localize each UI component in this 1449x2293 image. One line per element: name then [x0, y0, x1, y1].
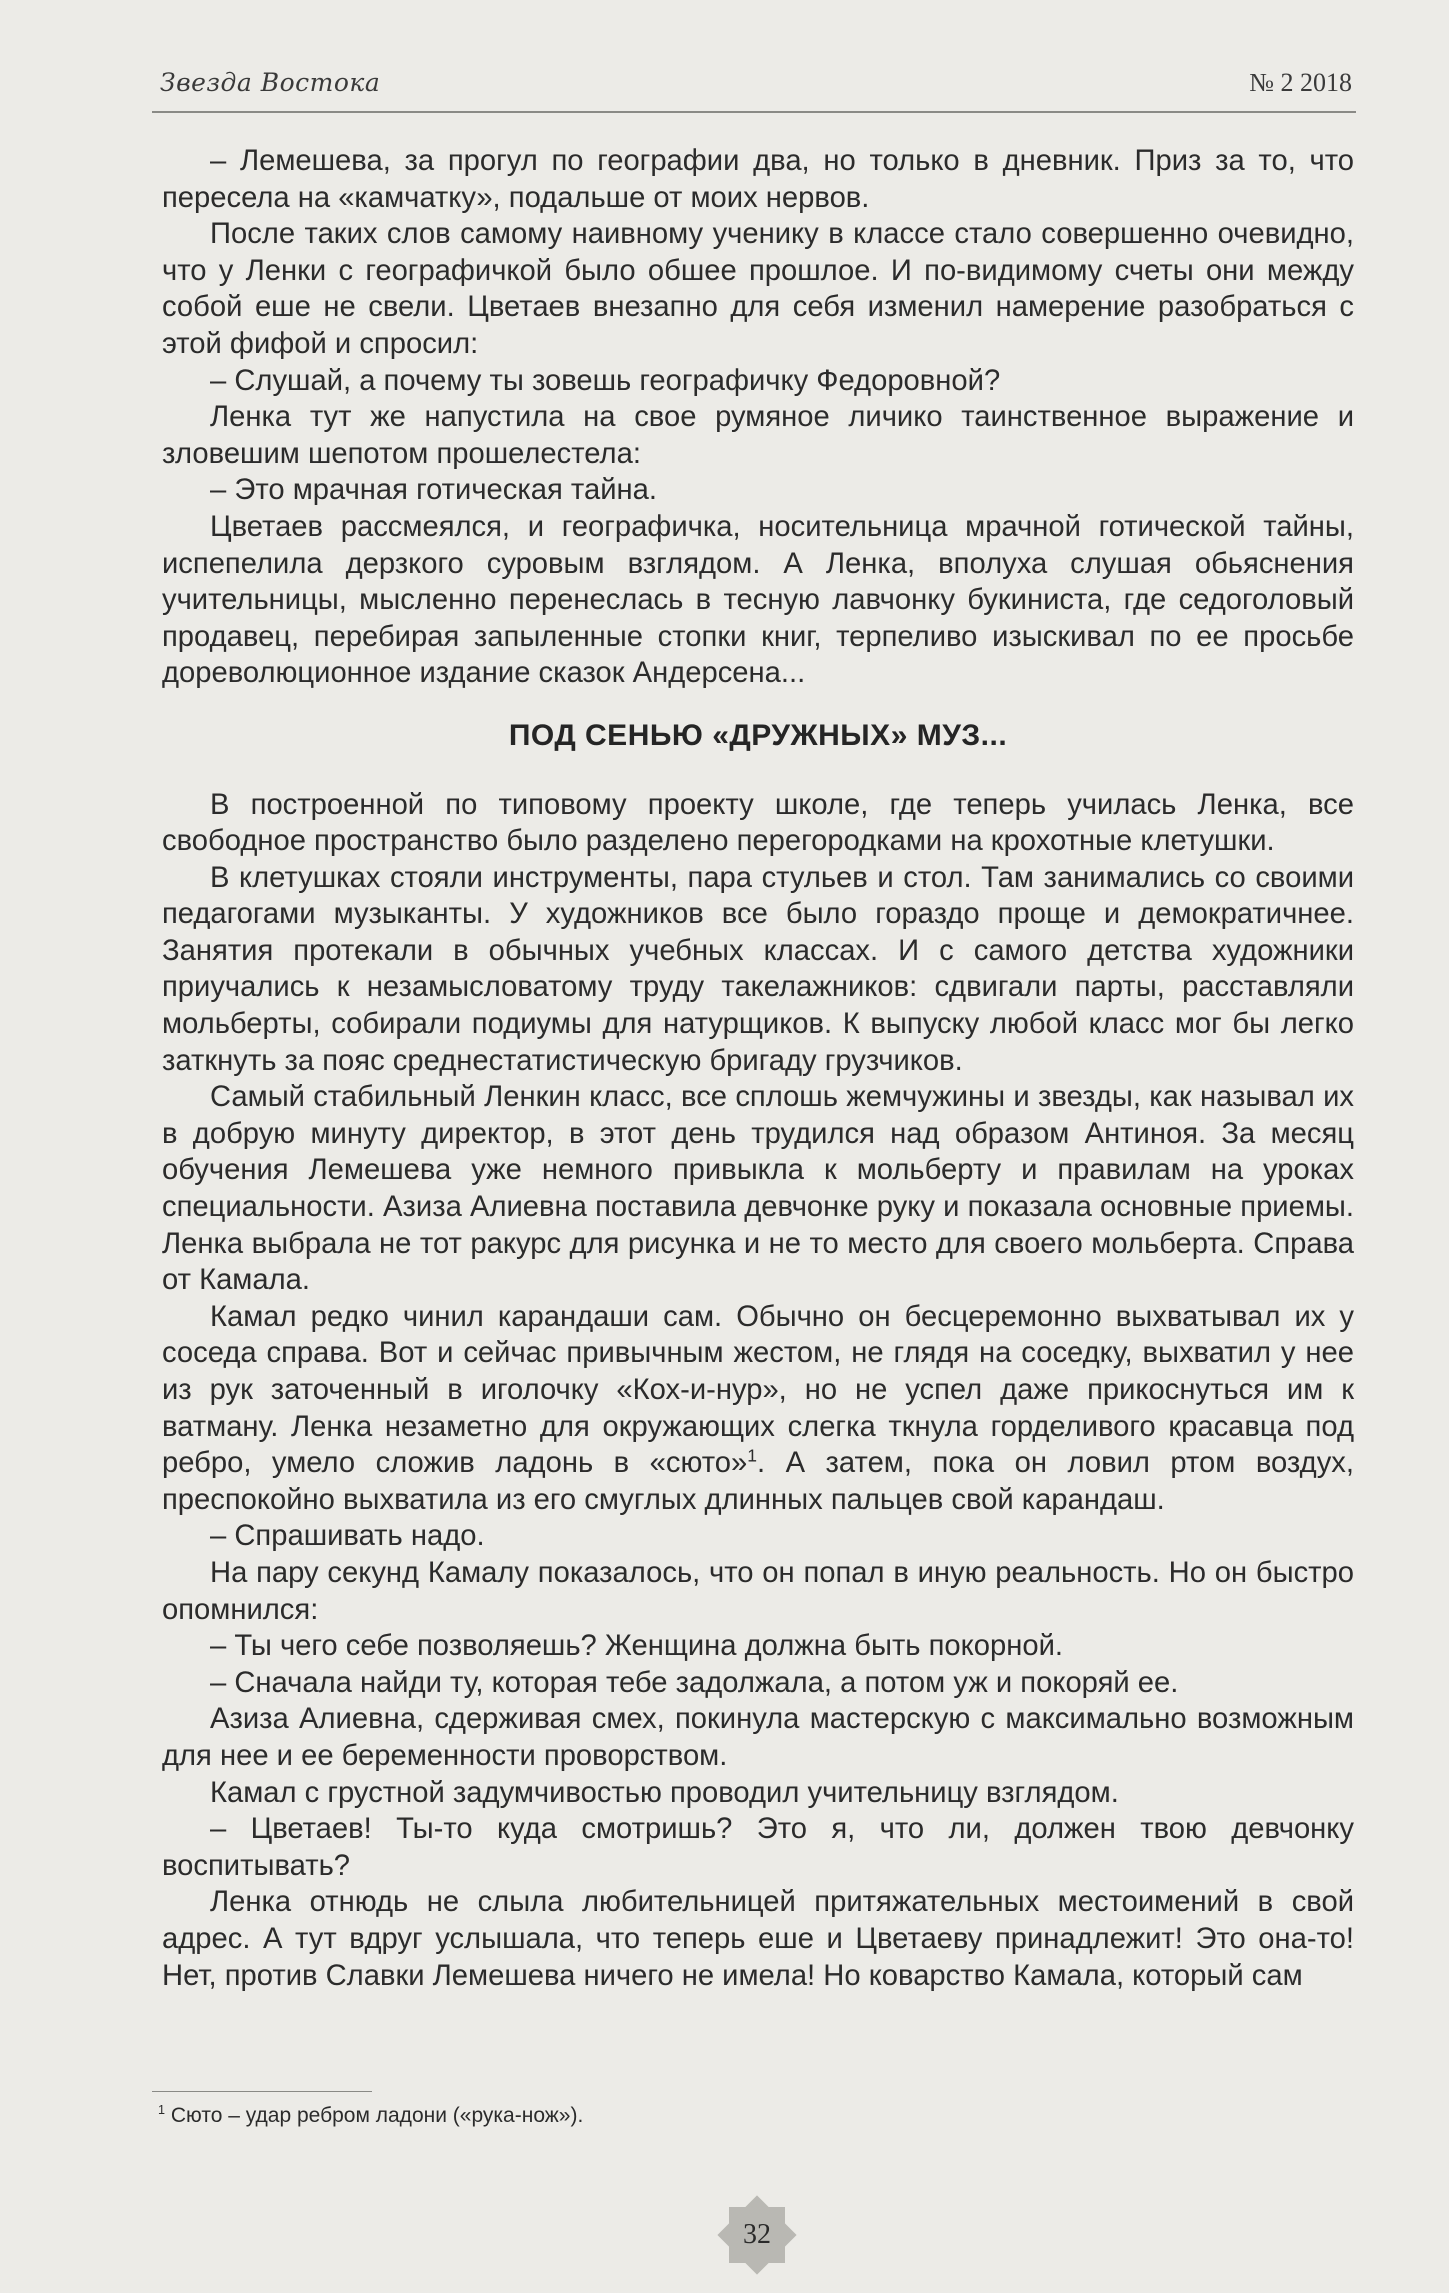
page-number-badge: [714, 2192, 800, 2278]
paragraph: Ленка отнюдь не слыла любительницей притяжательных местоимений в свой адрес. А тут вдруг услышала, что теперь еше и Цветаеву принадлежит! Это она-то! Нет, против Славки Лемешева ничего не имела! Но коварство Камала, который сам: [162, 1886, 1354, 1992]
article-body: [162, 143, 1354, 1994]
paragraph: – Цветаев! Ты-то куда смотришь? Это я, что ли, должен твою девчонку воспитывать?: [162, 1813, 1354, 1882]
header-divider: [152, 111, 1356, 113]
section-heading: ПОД СЕНЬЮ «ДРУЖНЫХ» МУЗ...: [508, 718, 1008, 752]
footnote-text: Сюто – удар ребром ладони («рука-нож»).: [170, 2104, 584, 2127]
running-header: [152, 68, 1352, 108]
footnote-marker: 1: [158, 2103, 166, 2117]
issue-number: № 2 2018: [1249, 68, 1352, 97]
paragraph: Цветаев рассмеялся, и географичка, носительница мрачной готической тайны, испепелила дерзкого суровым взглядом. А Ленка, вполуха слушая обьяснения учительницы, мысленно перенеслась в тесную лавчонку букиниста, где седоголовый продавец, перебирая запыленные стопки книг, терпеливо изыскивал по ее просьбе дореволюционное издание сказок Андерсена...: [162, 510, 1354, 690]
paragraph: На пару секунд Камалу показалось, что он попал в иную реальность. Но он быстро опомнился:: [162, 1556, 1354, 1626]
footnote-divider: [152, 2091, 372, 2092]
paragraph: Самый стабильный Ленкин класс, все сплошь жемчужины и звезды, как называл их в добрую минуту директор, в этот день трудился над образом Антиноя. За месяц обучения Лемешева уже немного привыкла к мольберту и правилам на уроках специальности. Азиза Алиевна поставила девчонке руку и показала основные приемы. Ленка выбрала не тот ракурс для рисунка и не то место для своего мольберта. Справа от Камала.: [162, 1081, 1354, 1297]
paragraph-with-footnote: [162, 1299, 1354, 1519]
journal-title: Звезда Востока: [160, 68, 381, 97]
paragraph: Ленка тут же напустила на свое румяное личико таинственное выражение и зловешим шепотом прошелестела:: [162, 401, 1354, 470]
paragraph: После таких слов самому наивному ученику в классе стало совершенно очевидно, что у Ленки с географичкой было обшее прошлое. И по-видимому счеты они между собой еше не свели. Цветаев внезапно для себя изменил намерение разобраться с этой фифой и спросил:: [162, 218, 1354, 360]
paragraph-text: Камал редко чинил карандаши сам. Обычно он бесцеремонно выхватывал их у соседа справа. Вот и сейчас привычным жестом, не глядя на соседку, выхватил у нее из рук заточенный в иголочку «Кох-и-нур», но не успел даже прикоснуться им к ватману. Ленка незаметно для окружающих слегка ткнула горделивого красавца под ребро, умело сложив ладонь в «сюто»: [162, 1300, 1354, 1480]
page-number: 32: [743, 2219, 771, 2250]
paragraph: – Ты чего себе позволяешь? Женщина должна быть покорной.: [210, 1630, 1063, 1663]
paragraph: Камал с грустной задумчивостью проводил учительницу взглядом.: [210, 1776, 1119, 1809]
paragraph-text: . А затем, пока он ловил ртом воздух, преспокойно выхватила из его смуглых длинных пальцев свой карандаш.: [162, 1447, 1355, 1516]
footnote-reference: 1: [747, 1445, 757, 1466]
paragraph: – Лемешева, за прогул по географии два, но только в дневник. Приз за то, что пересела на «камчатку», подальше от моих нервов.: [162, 145, 1354, 214]
paragraph: Азиза Алиевна, сдерживая смех, покинула мастерскую с максимально возможным для нее и ее беременности проворством.: [162, 1703, 1354, 1772]
paragraph: – Сначала найди ту, которая тебе задолжала, а потом уж и покоряй ее.: [210, 1666, 1179, 1699]
paragraph: В клетушках стояли инструменты, пара стульев и стол. Там занимались со своими педагогами музыканты. У художников все было гораздо проще и демократичнее. Занятия протекали в обычных учебных классах. И с самого детства художники приучались к незамысловатому труду такелажников: сдвигали парты, расставляли мольберты, собирали подиумы для натурщиков. К выпуску любой класс мог бы легко заткнуть за пояс среднестатистическую бригаду грузчиков.: [162, 861, 1354, 1077]
paragraph: – Слушай, а почему ты зовешь географичку Федоровной?: [210, 364, 1001, 397]
paragraph: – Спрашивать надо.: [210, 1520, 485, 1553]
paragraph: – Это мрачная готическая тайна.: [210, 474, 657, 507]
footnote: [158, 2104, 583, 2128]
paragraph: В построенной по типовому проекту школе, где теперь училась Ленка, все свободное пространство было разделено перегородками на крохотные клетушки.: [162, 788, 1354, 858]
